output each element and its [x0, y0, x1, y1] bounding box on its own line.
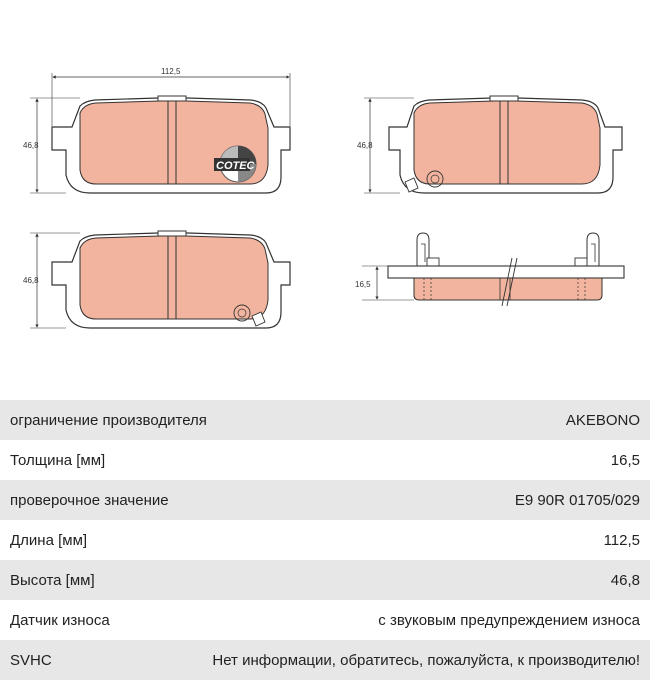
dimension-length-label: 112,5 [161, 67, 181, 76]
dimension-height-2-label: 46,8 [357, 141, 373, 150]
spec-value: с звуковым предупреждением износа [378, 611, 640, 629]
spec-row-wear-sensor [0, 600, 650, 640]
spec-value: 112,5 [603, 531, 640, 549]
spec-label: ограничение производителя [10, 411, 207, 429]
cotec-logo-text: COTEC [216, 160, 255, 172]
spec-row-svhc [0, 640, 650, 680]
spec-row-length [0, 520, 650, 560]
pad-front-view-1 [52, 96, 290, 193]
dimension-height-1-label: 46,8 [23, 141, 39, 150]
spec-value: 16,5 [610, 451, 640, 469]
spec-row-height [0, 560, 650, 600]
spec-label: Длина [мм] [10, 531, 88, 549]
spec-label: Толщина [мм] [10, 451, 106, 469]
spec-row-thickness [0, 440, 650, 480]
spec-row-manufacturer-restriction [0, 400, 650, 440]
spec-label: Высота [мм] [10, 571, 95, 589]
pad-side-view [388, 233, 624, 306]
spec-row-approval-mark [0, 480, 650, 520]
specifications-table [0, 400, 650, 680]
spec-label: SVHC [10, 651, 52, 669]
dimension-height-3-label: 46,8 [23, 276, 39, 285]
pad-front-view-2 [389, 96, 622, 193]
spec-label: проверочное значение [10, 491, 169, 509]
spec-value: Нет информации, обратитесь, пожалуйста, к производителю! [212, 651, 640, 669]
spec-value: 46,8 [610, 571, 640, 589]
spec-label: Датчик износа [10, 611, 110, 629]
spec-value: AKEBONO [565, 411, 640, 429]
pad-front-view-3 [52, 231, 290, 328]
spec-value: E9 90R 01705/029 [514, 491, 640, 509]
dimension-thickness-label: 16,5 [355, 280, 371, 289]
